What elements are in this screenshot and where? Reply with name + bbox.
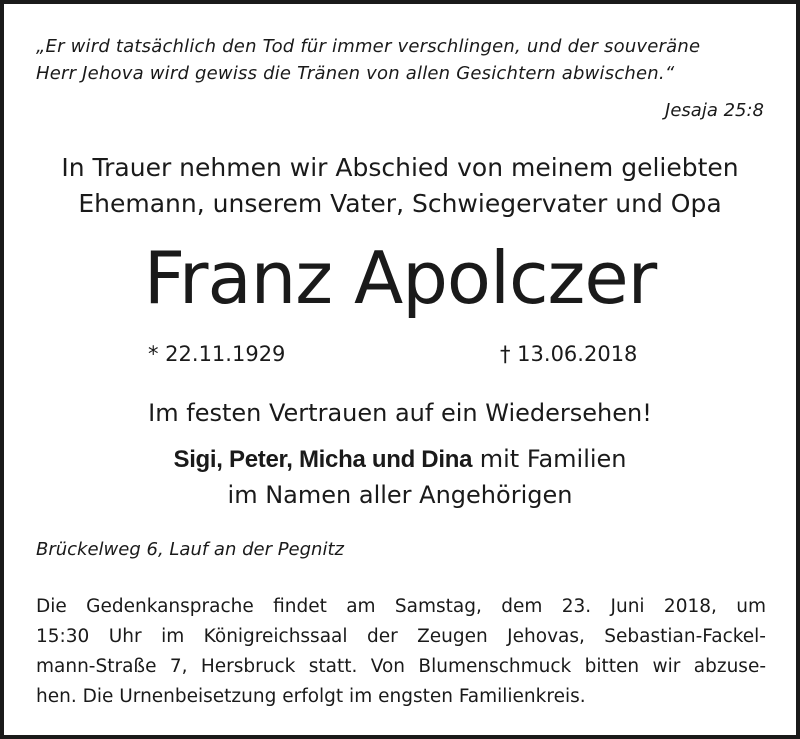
signers-names: Sigi, Peter, Micha und Dina (173, 446, 473, 473)
birth-date: * 22.11.1929 (148, 342, 286, 366)
death-date: † 13.06.2018 (500, 342, 638, 366)
intro-line: Ehemann, unserem Vater, Schwiegervater und Opa (78, 189, 722, 218)
notice-line: Die Gedenkansprache findet am Samstag, dem 23. Juni 2018, um (36, 596, 766, 617)
signers-line (0, 441, 800, 478)
verse-line: Herr Jehova wird gewiss die Tränen von allen Gesichtern abwischen.“ (36, 63, 675, 84)
mourning-intro (0, 150, 800, 222)
verse-reference: Jesaja 25:8 (665, 100, 764, 121)
address: Brückelweg 6, Lauf an der Pegnitz (36, 539, 344, 560)
signers-tail: im Namen aller Angehörigen (227, 481, 573, 509)
notice-line: hen. Die Urnenbeisetzung erfolgt im engsten Familienkreis. (36, 686, 586, 707)
faith-line: Im festen Vertrauen auf ein Wiedersehen! (148, 399, 652, 427)
notice-line: mann-Straße 7, Hersbruck statt. Von Blumenschmuck bitten wir abzuse- (36, 656, 766, 677)
verse-line: „Er wird tatsächlich den Tod für immer verschlingen, und der souveräne (36, 36, 701, 57)
intro-line: In Trauer nehmen wir Abschied von meinem geliebten (61, 153, 739, 182)
signers-suffix: mit Familien (472, 445, 627, 473)
memorial-notice (36, 592, 766, 712)
notice-line: 15:30 Uhr im Königreichssaal der Zeugen Jehovas, Sebastian-Fackel- (36, 626, 766, 647)
deceased-name: Franz Apolczer (143, 236, 657, 320)
bible-verse (36, 33, 766, 87)
